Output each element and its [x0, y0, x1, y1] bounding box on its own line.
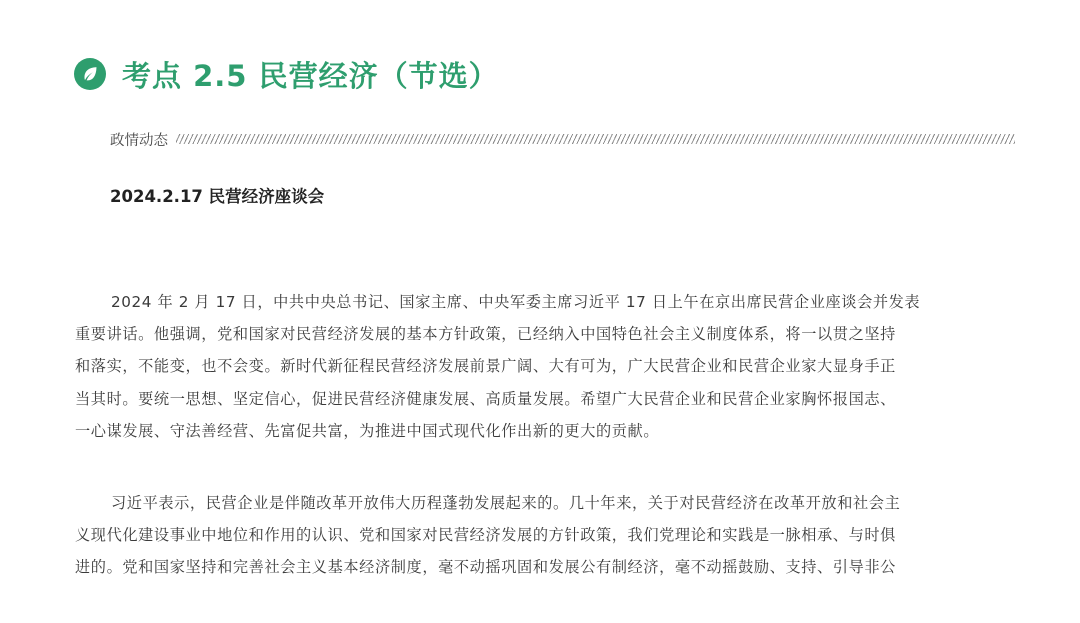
paragraph-line: 义现代化建设事业中地位和作用的认识、党和国家对民营经济发展的方针政策，我们党理论和实践是一脉相承、与时俱 [75, 526, 896, 545]
paragraph-line: 习近平表示，民营企业是伴随改革开放伟大历程蓬勃发展起来的。几十年来，关于对民营经济在改革开放和社会主 [111, 494, 901, 512]
section-heading [74, 52, 499, 96]
article-subtitle: 2024.2.17 民营经济座谈会 [110, 187, 325, 206]
leaf-icon [74, 58, 106, 90]
article-paragraph [75, 487, 1027, 584]
hatch-divider [176, 134, 1015, 144]
paragraph-line: 一心谋发展、守法善经营、先富促共富，为推进中国式现代化作出新的更大的贡献。 [75, 421, 660, 440]
paragraph-line: 进的。党和国家坚持和完善社会主义基本经济制度，毫不动摇巩固和发展公有制经济，毫不动摇鼓励、支持、引导非公 [75, 558, 896, 577]
paragraph-line: 当其时。要统一思想、坚定信心，促进民营经济健康发展、高质量发展。希望广大民营企业和民营企业家胸怀报国志、 [75, 389, 896, 408]
section-divider [110, 127, 1015, 151]
heading-title: 考点 2.5 民营经济（节选） [122, 58, 499, 93]
section-label: 政情动态 [110, 132, 168, 149]
paragraph-line: 和落实，不能变，也不会变。新时代新征程民营经济发展前景广阔、大有可为，广大民营企业和民营企业家大显身手正 [75, 357, 896, 376]
paragraph-line: 重要讲话。他强调，党和国家对民营经济发展的基本方针政策，已经纳入中国特色社会主义制度体系，将一以贯之坚持 [75, 325, 896, 344]
article-paragraph [75, 286, 1027, 447]
paragraph-line: 2024 年 2 月 17 日，中共中央总书记、国家主席、中央军委主席习近平 17 日上午在京出席民营企业座谈会并发表 [111, 293, 921, 311]
